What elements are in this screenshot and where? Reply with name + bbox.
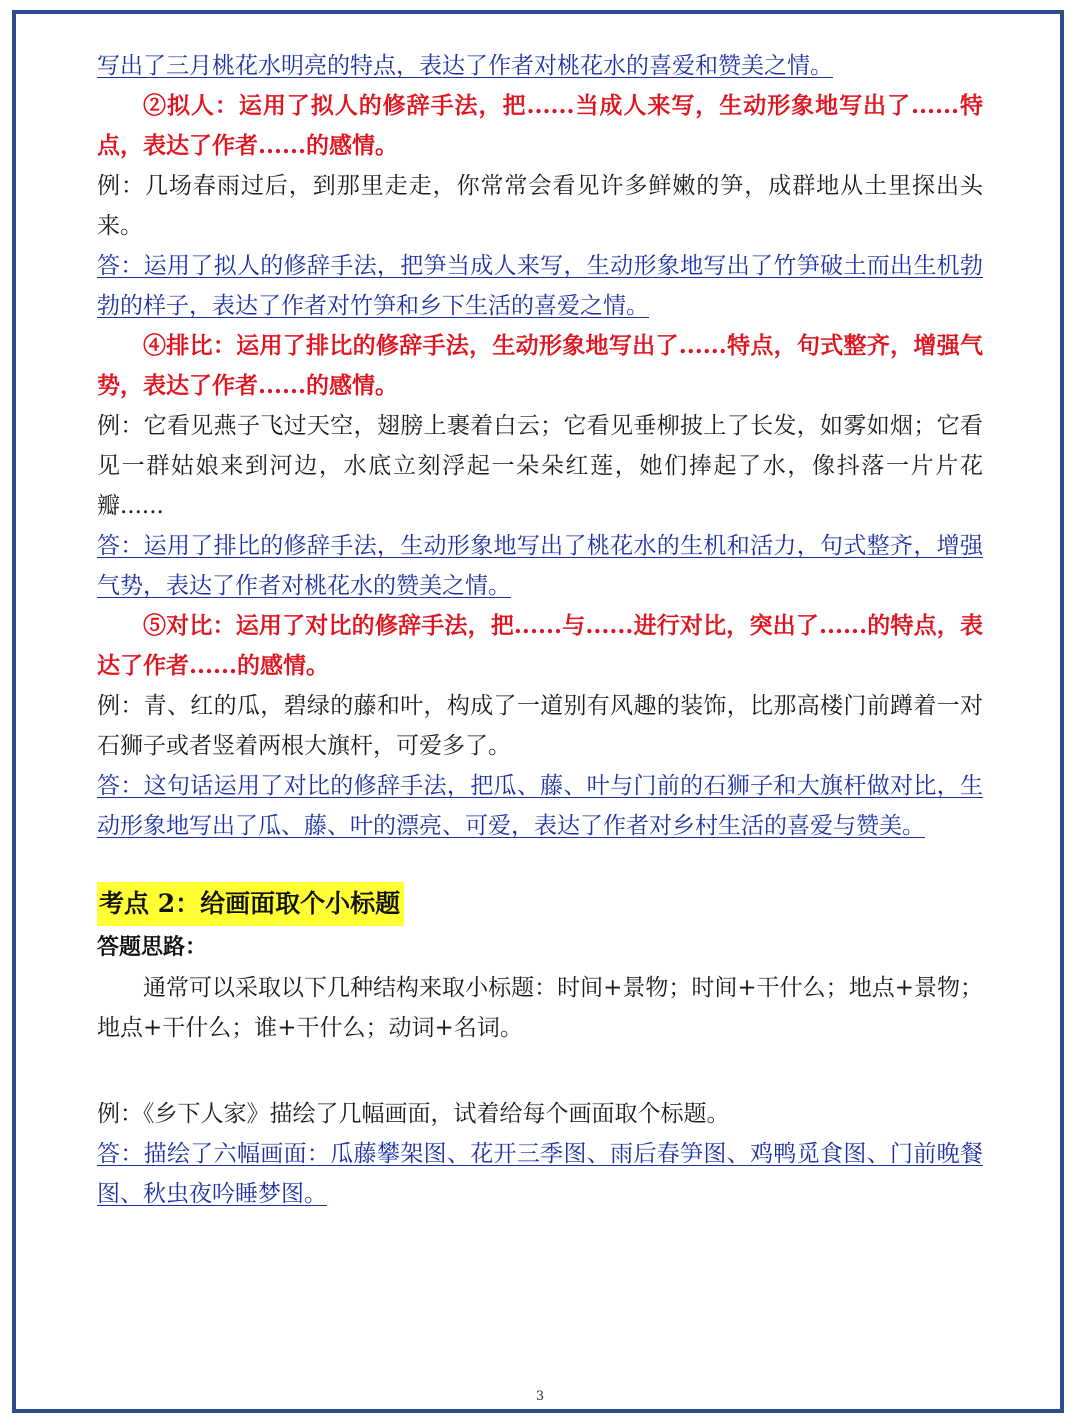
spacer	[97, 846, 983, 882]
answer-approach-label: 答题思路：	[97, 934, 208, 960]
example-text: 例：青、红的瓜，碧绿的藤和叶，构成了一道别有风趣的装饰，比那高楼门前蹲着一对石狮子或者竖着两根大旗杆，可爱多了。	[97, 693, 983, 759]
example-text: 例：它看见燕子飞过天空，翅膀上裹着白云；它看见垂柳披上了长发，如雾如烟；它看见一群姑娘来到河边，水底立刻浮起一朵朵红莲，她们捧起了水，像抖落一片片花瓣......	[97, 413, 983, 519]
spacer	[97, 1048, 983, 1094]
document-content	[97, 46, 983, 1214]
method-personification: ②拟人：运用了拟人的修辞手法，把......当成人来写，生动形象地写出了......特点，表达了作者......的感情。	[97, 92, 983, 159]
section-heading: 考点 2：给画面取个小标题	[97, 882, 404, 926]
answer-text: 答：这句话运用了对比的修辞手法，把瓜、藤、叶与门前的石狮子和大旗杆做对比，生动形象地写出了瓜、藤、叶的漂亮、可爱，表达了作者对乡村生活的喜爱与赞美。	[97, 773, 983, 839]
method-description: 通常可以采取以下几种结构来取小标题：时间+景物；时间+干什么；地点+景物；地点+干什么；谁+干什么；动词+名词。	[97, 975, 983, 1041]
answer-text: 答：运用了拟人的修辞手法，把笋当成人来写，生动形象地写出了竹笋破土而出生机勃勃的样子，表达了作者对竹笋和乡下生活的喜爱之情。	[97, 253, 983, 319]
page-number: 3	[535, 1389, 545, 1404]
method-parallelism: ④排比：运用了排比的修辞手法，生动形象地写出了......特点，句式整齐，增强气势，表达了作者......的感情。	[97, 332, 983, 399]
answer-text: 答：描绘了六幅画面：瓜藤攀架图、花开三季图、雨后春笋图、鸡鸭觅食图、门前晚餐图、秋虫夜吟睡梦图。	[97, 1141, 983, 1207]
answer-text: 答：运用了排比的修辞手法，生动形象地写出了桃花水的生机和活力，句式整齐，增强气势，表达了作者对桃花水的赞美之情。	[97, 533, 983, 599]
example-text: 例：《乡下人家》描绘了几幅画面，试着给每个画面取个标题。	[97, 1101, 730, 1127]
example-text: 例：几场春雨过后，到那里走走，你常常会看见许多鲜嫩的笋，成群地从土里探出头来。	[97, 173, 983, 239]
answer-text: 写出了三月桃花水明亮的特点，表达了作者对桃花水的喜爱和赞美之情。	[97, 53, 833, 79]
method-contrast: ⑤对比：运用了对比的修辞手法，把......与......进行对比，突出了......的特点，表达了作者......的感情。	[97, 612, 983, 679]
